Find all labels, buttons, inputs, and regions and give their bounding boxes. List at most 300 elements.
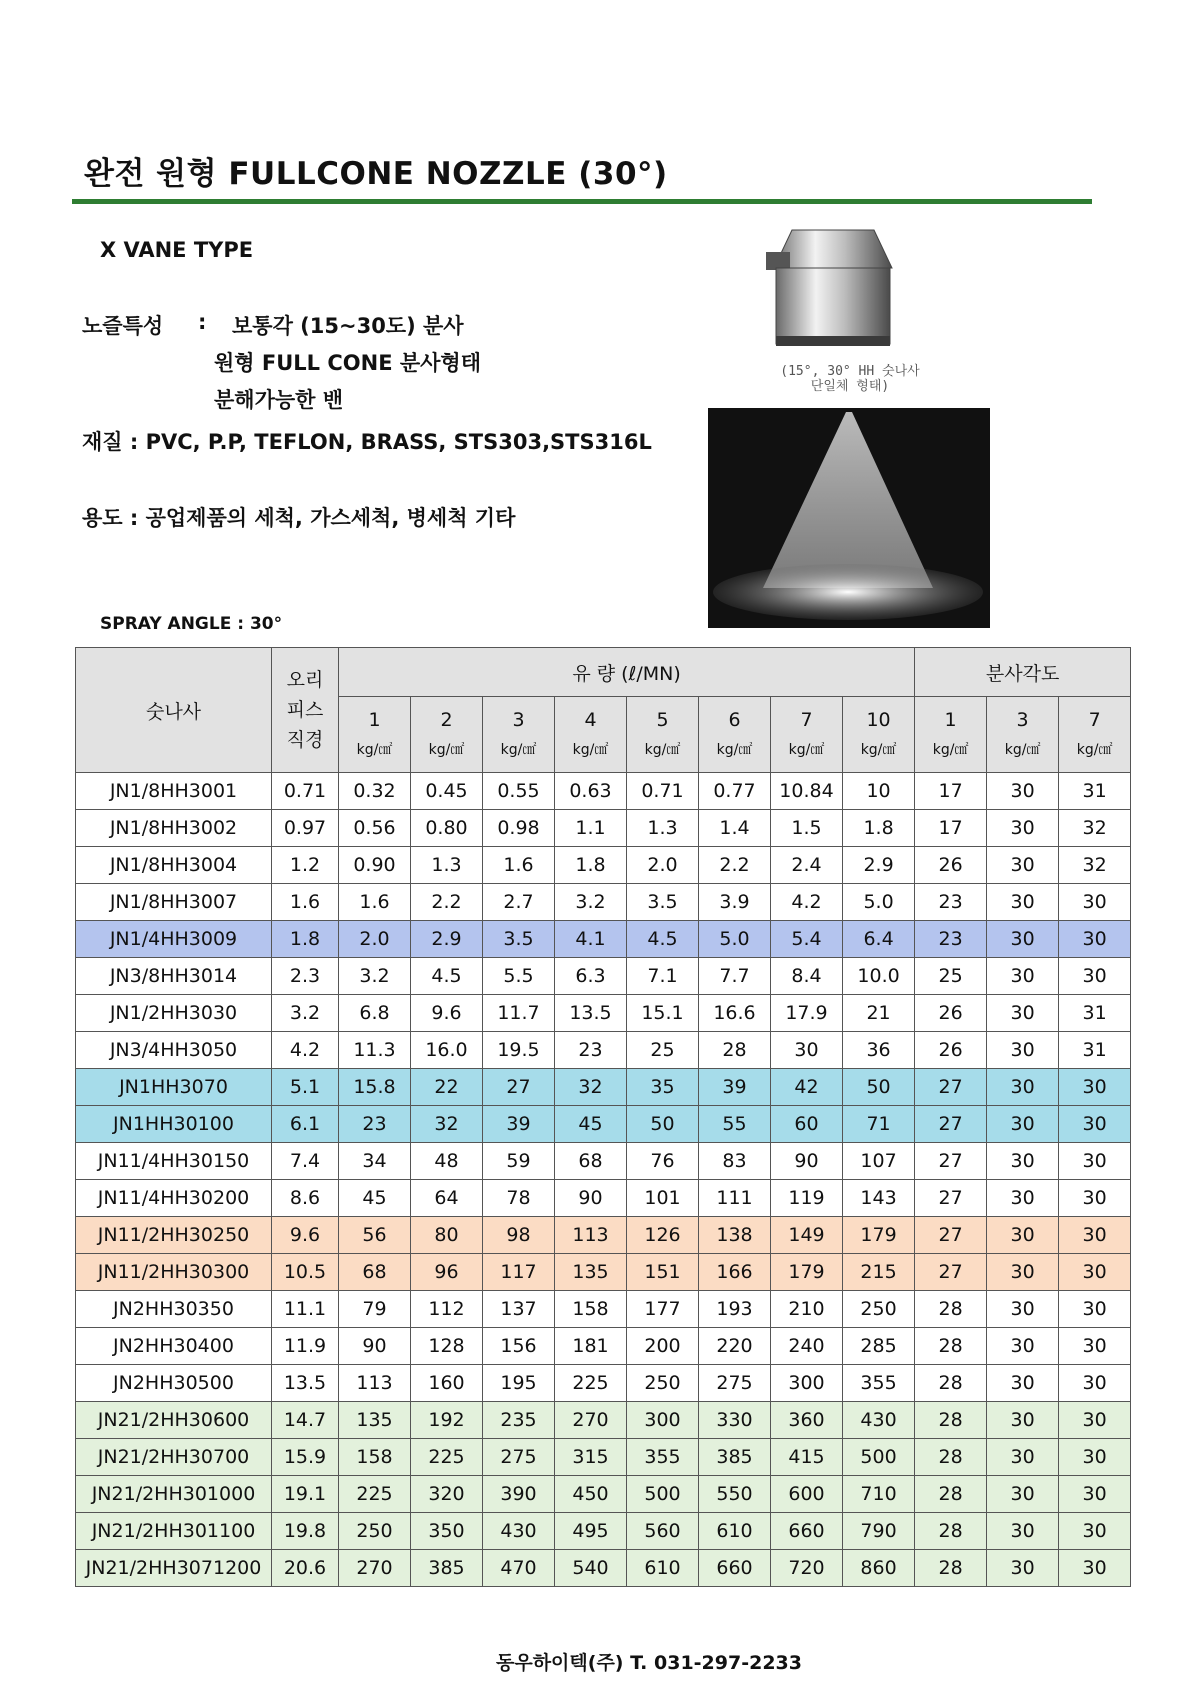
flow-cell: 158 xyxy=(339,1439,411,1476)
model-cell: JN21/2HH301100 xyxy=(76,1513,272,1550)
flow-cell: 30 xyxy=(771,1032,843,1069)
angle-cell: 31 xyxy=(1059,995,1131,1032)
flow-cell: 11.3 xyxy=(339,1032,411,1069)
flow-cell: 78 xyxy=(483,1180,555,1217)
angle-cell: 30 xyxy=(987,1328,1059,1365)
header-flow-pressure xyxy=(339,697,411,773)
flow-cell: 4.1 xyxy=(555,921,627,958)
flow-cell: 390 xyxy=(483,1476,555,1513)
flow-cell: 135 xyxy=(555,1254,627,1291)
table-row xyxy=(76,847,1131,884)
flow-cell: 113 xyxy=(555,1217,627,1254)
flow-cell: 1.6 xyxy=(483,847,555,884)
flow-cell: 720 xyxy=(771,1550,843,1587)
model-cell: JN1/8HH3004 xyxy=(76,847,272,884)
flow-cell: 6.8 xyxy=(339,995,411,1032)
spray-pattern-image xyxy=(708,408,990,628)
flow-cell: 55 xyxy=(699,1106,771,1143)
angle-cell: 23 xyxy=(915,884,987,921)
flow-cell: 495 xyxy=(555,1513,627,1550)
flow-cell: 500 xyxy=(627,1476,699,1513)
flow-cell: 1.8 xyxy=(555,847,627,884)
angle-cell: 30 xyxy=(1059,1069,1131,1106)
table-row xyxy=(76,1291,1131,1328)
flow-cell: 2.9 xyxy=(411,921,483,958)
header-flow-pressure xyxy=(411,697,483,773)
flow-cell: 32 xyxy=(411,1106,483,1143)
flow-cell: 225 xyxy=(411,1439,483,1476)
flow-rate-table xyxy=(75,647,1131,1587)
flow-cell: 28 xyxy=(699,1032,771,1069)
angle-cell: 30 xyxy=(1059,921,1131,958)
orifice-cell: 11.9 xyxy=(272,1328,339,1365)
flow-cell: 64 xyxy=(411,1180,483,1217)
model-cell: JN11/2HH30250 xyxy=(76,1217,272,1254)
angle-cell: 30 xyxy=(1059,1402,1131,1439)
flow-cell: 192 xyxy=(411,1402,483,1439)
model-cell: JN2HH30500 xyxy=(76,1365,272,1402)
flow-cell: 3.2 xyxy=(555,884,627,921)
flow-cell: 2.4 xyxy=(771,847,843,884)
flow-cell: 790 xyxy=(843,1513,915,1550)
angle-cell: 17 xyxy=(915,810,987,847)
pressure-unit: kg/㎠ xyxy=(572,741,609,758)
flow-cell: 710 xyxy=(843,1476,915,1513)
angle-cell: 30 xyxy=(987,847,1059,884)
header-angle-pressure xyxy=(915,697,987,773)
flow-cell: 166 xyxy=(699,1254,771,1291)
pressure-value: 2 xyxy=(440,708,453,731)
model-cell: JN1/8HH3002 xyxy=(76,810,272,847)
flow-cell: 355 xyxy=(843,1365,915,1402)
angle-cell: 23 xyxy=(915,921,987,958)
flow-cell: 200 xyxy=(627,1328,699,1365)
features-label: 노즐특성 xyxy=(82,314,164,338)
flow-cell: 13.5 xyxy=(555,995,627,1032)
flow-cell: 10.84 xyxy=(771,773,843,810)
orifice-cell: 20.6 xyxy=(272,1550,339,1587)
flow-cell: 90 xyxy=(339,1328,411,1365)
pressure-unit: kg/㎠ xyxy=(644,741,681,758)
orifice-cell: 19.8 xyxy=(272,1513,339,1550)
flow-cell: 355 xyxy=(627,1439,699,1476)
flow-cell: 0.77 xyxy=(699,773,771,810)
flow-cell: 25 xyxy=(627,1032,699,1069)
flow-cell: 250 xyxy=(339,1513,411,1550)
flow-cell: 6.4 xyxy=(843,921,915,958)
header-angle-pressure xyxy=(1059,697,1131,773)
flow-cell: 470 xyxy=(483,1550,555,1587)
pressure-value: 3 xyxy=(512,708,525,731)
flow-cell: 76 xyxy=(627,1143,699,1180)
angle-cell: 27 xyxy=(915,1106,987,1143)
flow-cell: 320 xyxy=(411,1476,483,1513)
flow-cell: 8.4 xyxy=(771,958,843,995)
flow-cell: 48 xyxy=(411,1143,483,1180)
pressure-unit: kg/㎠ xyxy=(1004,741,1041,758)
pressure-unit: kg/㎠ xyxy=(428,741,465,758)
flow-cell: 10.0 xyxy=(843,958,915,995)
angle-cell: 30 xyxy=(987,1476,1059,1513)
flow-cell: 3.2 xyxy=(339,958,411,995)
caption-line-2: 단일체 형태) xyxy=(810,379,890,394)
table-row xyxy=(76,1328,1131,1365)
flow-cell: 23 xyxy=(555,1032,627,1069)
angle-cell: 30 xyxy=(1059,1328,1131,1365)
model-cell: JN11/2HH30300 xyxy=(76,1254,272,1291)
model-cell: JN1/4HH3009 xyxy=(76,921,272,958)
orifice-cell: 5.1 xyxy=(272,1069,339,1106)
table-row xyxy=(76,1032,1131,1069)
flow-cell: 330 xyxy=(699,1402,771,1439)
flow-cell: 2.0 xyxy=(627,847,699,884)
flow-cell: 160 xyxy=(411,1365,483,1402)
flow-cell: 23 xyxy=(339,1106,411,1143)
flow-cell: 45 xyxy=(555,1106,627,1143)
table-row xyxy=(76,1439,1131,1476)
flow-cell: 275 xyxy=(699,1365,771,1402)
flow-cell: 32 xyxy=(555,1069,627,1106)
table-row xyxy=(76,1476,1131,1513)
angle-cell: 30 xyxy=(1059,1180,1131,1217)
flow-cell: 36 xyxy=(843,1032,915,1069)
table-row xyxy=(76,773,1131,810)
header-flow: 유 량 (ℓ/MN) xyxy=(339,648,915,697)
flow-cell: 430 xyxy=(843,1402,915,1439)
header-flow-pressure xyxy=(699,697,771,773)
model-cell: JN2HH30400 xyxy=(76,1328,272,1365)
angle-cell: 30 xyxy=(987,958,1059,995)
flow-cell: 2.2 xyxy=(699,847,771,884)
orifice-cell: 9.6 xyxy=(272,1217,339,1254)
angle-cell: 28 xyxy=(915,1476,987,1513)
flow-cell: 60 xyxy=(771,1106,843,1143)
flow-cell: 5.4 xyxy=(771,921,843,958)
flow-cell: 68 xyxy=(555,1143,627,1180)
orifice-cell: 1.8 xyxy=(272,921,339,958)
title-divider xyxy=(72,199,1092,204)
flow-cell: 385 xyxy=(411,1550,483,1587)
model-cell: JN1/2HH3030 xyxy=(76,995,272,1032)
model-cell: JN1HH30100 xyxy=(76,1106,272,1143)
flow-cell: 71 xyxy=(843,1106,915,1143)
angle-cell: 30 xyxy=(1059,1365,1131,1402)
angle-cell: 30 xyxy=(1059,1476,1131,1513)
pressure-value: 7 xyxy=(1088,708,1101,731)
header-spray-angle: 분사각도 xyxy=(915,648,1131,697)
flow-cell: 1.6 xyxy=(339,884,411,921)
flow-cell: 0.90 xyxy=(339,847,411,884)
flow-cell: 360 xyxy=(771,1402,843,1439)
orifice-cell: 15.9 xyxy=(272,1439,339,1476)
angle-cell: 26 xyxy=(915,1032,987,1069)
angle-cell: 30 xyxy=(987,810,1059,847)
flow-cell: 119 xyxy=(771,1180,843,1217)
header-flow-pressure xyxy=(555,697,627,773)
angle-cell: 30 xyxy=(987,1032,1059,1069)
angle-cell: 28 xyxy=(915,1365,987,1402)
model-cell: JN11/4HH30200 xyxy=(76,1180,272,1217)
model-cell: JN21/2HH301000 xyxy=(76,1476,272,1513)
orifice-cell: 13.5 xyxy=(272,1365,339,1402)
flow-cell: 660 xyxy=(699,1550,771,1587)
flow-cell: 0.32 xyxy=(339,773,411,810)
flow-cell: 50 xyxy=(843,1069,915,1106)
angle-cell: 30 xyxy=(1059,1439,1131,1476)
flow-cell: 300 xyxy=(771,1365,843,1402)
flow-cell: 137 xyxy=(483,1291,555,1328)
angle-cell: 26 xyxy=(915,995,987,1032)
flow-cell: 2.7 xyxy=(483,884,555,921)
table-row xyxy=(76,1254,1131,1291)
flow-cell: 0.55 xyxy=(483,773,555,810)
angle-cell: 32 xyxy=(1059,847,1131,884)
angle-cell: 30 xyxy=(1059,1106,1131,1143)
flow-cell: 79 xyxy=(339,1291,411,1328)
angle-cell: 30 xyxy=(987,1106,1059,1143)
table-row xyxy=(76,958,1131,995)
flow-cell: 5.5 xyxy=(483,958,555,995)
angle-cell: 30 xyxy=(987,1550,1059,1587)
orifice-cell: 8.6 xyxy=(272,1180,339,1217)
flow-cell: 300 xyxy=(627,1402,699,1439)
flow-cell: 1.4 xyxy=(699,810,771,847)
flow-cell: 10 xyxy=(843,773,915,810)
flow-cell: 4.5 xyxy=(627,921,699,958)
flow-cell: 42 xyxy=(771,1069,843,1106)
flow-cell: 4.2 xyxy=(771,884,843,921)
flow-cell: 111 xyxy=(699,1180,771,1217)
angle-cell: 27 xyxy=(915,1180,987,1217)
flow-cell: 16.0 xyxy=(411,1032,483,1069)
flow-cell: 4.5 xyxy=(411,958,483,995)
flow-cell: 5.0 xyxy=(699,921,771,958)
flow-cell: 7.1 xyxy=(627,958,699,995)
flow-cell: 220 xyxy=(699,1328,771,1365)
flow-cell: 1.8 xyxy=(843,810,915,847)
model-cell: JN3/8HH3014 xyxy=(76,958,272,995)
model-cell: JN1/8HH3001 xyxy=(76,773,272,810)
flow-cell: 80 xyxy=(411,1217,483,1254)
pressure-unit: kg/㎠ xyxy=(860,741,897,758)
orifice-cell: 2.3 xyxy=(272,958,339,995)
angle-cell: 30 xyxy=(1059,1550,1131,1587)
pressure-unit: kg/㎠ xyxy=(500,741,537,758)
orifice-cell: 1.6 xyxy=(272,884,339,921)
angle-cell: 31 xyxy=(1059,1032,1131,1069)
flow-cell: 225 xyxy=(555,1365,627,1402)
flow-cell: 98 xyxy=(483,1217,555,1254)
header-orifice: 오리 피스 직경 xyxy=(272,648,339,773)
angle-cell: 30 xyxy=(1059,1291,1131,1328)
flow-cell: 126 xyxy=(627,1217,699,1254)
pressure-value: 4 xyxy=(584,708,597,731)
flow-cell: 19.5 xyxy=(483,1032,555,1069)
flow-cell: 22 xyxy=(411,1069,483,1106)
table-row xyxy=(76,1402,1131,1439)
features-colon: : xyxy=(198,310,207,334)
flow-cell: 215 xyxy=(843,1254,915,1291)
header-model: 숫나사 xyxy=(76,648,272,773)
flow-cell: 250 xyxy=(627,1365,699,1402)
flow-cell: 96 xyxy=(411,1254,483,1291)
angle-cell: 30 xyxy=(987,1439,1059,1476)
angle-cell: 30 xyxy=(987,1513,1059,1550)
flow-cell: 7.7 xyxy=(699,958,771,995)
flow-cell: 112 xyxy=(411,1291,483,1328)
pressure-unit: kg/㎠ xyxy=(356,741,393,758)
orifice-cell: 11.1 xyxy=(272,1291,339,1328)
flow-cell: 2.0 xyxy=(339,921,411,958)
angle-cell: 28 xyxy=(915,1402,987,1439)
table-row xyxy=(76,810,1131,847)
flow-cell: 430 xyxy=(483,1513,555,1550)
angle-cell: 26 xyxy=(915,847,987,884)
angle-cell: 30 xyxy=(987,1254,1059,1291)
flow-cell: 59 xyxy=(483,1143,555,1180)
table-row xyxy=(76,1513,1131,1550)
flow-cell: 193 xyxy=(699,1291,771,1328)
flow-cell: 660 xyxy=(771,1513,843,1550)
orifice-cell: 3.2 xyxy=(272,995,339,1032)
orifice-cell: 4.2 xyxy=(272,1032,339,1069)
flow-cell: 9.6 xyxy=(411,995,483,1032)
header-flow-pressure xyxy=(483,697,555,773)
table-row xyxy=(76,1069,1131,1106)
flow-cell: 3.5 xyxy=(483,921,555,958)
model-cell: JN21/2HH30700 xyxy=(76,1439,272,1476)
header-angle-pressure xyxy=(987,697,1059,773)
flow-cell: 68 xyxy=(339,1254,411,1291)
flow-cell: 2.9 xyxy=(843,847,915,884)
flow-cell: 39 xyxy=(483,1106,555,1143)
orifice-cell: 7.4 xyxy=(272,1143,339,1180)
table-row xyxy=(76,884,1131,921)
flow-cell: 50 xyxy=(627,1106,699,1143)
flow-cell: 90 xyxy=(555,1180,627,1217)
flow-cell: 107 xyxy=(843,1143,915,1180)
angle-cell: 32 xyxy=(1059,810,1131,847)
flow-cell: 600 xyxy=(771,1476,843,1513)
flow-cell: 560 xyxy=(627,1513,699,1550)
orifice-cell: 0.97 xyxy=(272,810,339,847)
flow-cell: 1.3 xyxy=(411,847,483,884)
flow-cell: 21 xyxy=(843,995,915,1032)
model-cell: JN2HH30350 xyxy=(76,1291,272,1328)
angle-cell: 31 xyxy=(1059,773,1131,810)
flow-cell: 210 xyxy=(771,1291,843,1328)
page-title: 완전 원형 FULLCONE NOZZLE (30°) xyxy=(84,156,668,192)
pressure-value: 3 xyxy=(1016,708,1029,731)
table-row xyxy=(76,995,1131,1032)
pressure-value: 10 xyxy=(866,708,891,731)
flow-cell: 15.8 xyxy=(339,1069,411,1106)
flow-cell: 415 xyxy=(771,1439,843,1476)
angle-cell: 17 xyxy=(915,773,987,810)
flow-cell: 3.5 xyxy=(627,884,699,921)
pressure-value: 6 xyxy=(728,708,741,731)
flow-cell: 540 xyxy=(555,1550,627,1587)
flow-cell: 39 xyxy=(699,1069,771,1106)
flow-cell: 90 xyxy=(771,1143,843,1180)
table-header-row-1 xyxy=(76,648,1131,697)
flow-cell: 17.9 xyxy=(771,995,843,1032)
spray-angle-label: SPRAY ANGLE : 30° xyxy=(100,614,283,634)
flow-cell: 315 xyxy=(555,1439,627,1476)
angle-cell: 28 xyxy=(915,1439,987,1476)
flow-cell: 350 xyxy=(411,1513,483,1550)
angle-cell: 30 xyxy=(987,1291,1059,1328)
flow-cell: 158 xyxy=(555,1291,627,1328)
table-row xyxy=(76,1143,1131,1180)
flow-cell: 0.71 xyxy=(627,773,699,810)
angle-cell: 30 xyxy=(1059,958,1131,995)
orifice-cell: 14.7 xyxy=(272,1402,339,1439)
flow-cell: 0.56 xyxy=(339,810,411,847)
flow-cell: 16.6 xyxy=(699,995,771,1032)
flow-cell: 179 xyxy=(843,1217,915,1254)
model-cell: JN21/2HH30600 xyxy=(76,1402,272,1439)
angle-cell: 27 xyxy=(915,1254,987,1291)
pressure-value: 1 xyxy=(944,708,957,731)
angle-cell: 30 xyxy=(1059,1217,1131,1254)
orifice-cell: 0.71 xyxy=(272,773,339,810)
table-row xyxy=(76,1106,1131,1143)
flow-cell: 83 xyxy=(699,1143,771,1180)
model-cell: JN3/4HH3050 xyxy=(76,1032,272,1069)
flow-cell: 285 xyxy=(843,1328,915,1365)
feature-line-3: 분해가능한 밴 xyxy=(214,388,344,412)
flow-cell: 270 xyxy=(339,1550,411,1587)
flow-cell: 101 xyxy=(627,1180,699,1217)
company-footer: 동우하이텍(주) T. 031-297-2233 xyxy=(496,1652,802,1674)
angle-cell: 30 xyxy=(987,1069,1059,1106)
caption-line-1: (15°, 30° HH 숫나사 xyxy=(780,364,920,379)
pressure-unit: kg/㎠ xyxy=(1076,741,1113,758)
angle-cell: 30 xyxy=(1059,1143,1131,1180)
flow-cell: 1.5 xyxy=(771,810,843,847)
flow-cell: 385 xyxy=(699,1439,771,1476)
angle-cell: 30 xyxy=(1059,1513,1131,1550)
model-cell: JN11/4HH30150 xyxy=(76,1143,272,1180)
table-row xyxy=(76,1180,1131,1217)
angle-cell: 27 xyxy=(915,1217,987,1254)
flow-cell: 113 xyxy=(339,1365,411,1402)
flow-cell: 0.45 xyxy=(411,773,483,810)
flow-cell: 135 xyxy=(339,1402,411,1439)
flow-cell: 235 xyxy=(483,1402,555,1439)
flow-cell: 610 xyxy=(627,1550,699,1587)
flow-cell: 5.0 xyxy=(843,884,915,921)
flow-cell: 128 xyxy=(411,1328,483,1365)
flow-cell: 500 xyxy=(843,1439,915,1476)
pressure-unit: kg/㎠ xyxy=(716,741,753,758)
flow-cell: 179 xyxy=(771,1254,843,1291)
flow-cell: 275 xyxy=(483,1439,555,1476)
flow-cell: 250 xyxy=(843,1291,915,1328)
angle-cell: 30 xyxy=(1059,884,1131,921)
angle-cell: 25 xyxy=(915,958,987,995)
model-cell: JN1HH3070 xyxy=(76,1069,272,1106)
angle-cell: 27 xyxy=(915,1143,987,1180)
flow-cell: 550 xyxy=(699,1476,771,1513)
angle-cell: 28 xyxy=(915,1513,987,1550)
angle-cell: 30 xyxy=(987,1143,1059,1180)
model-cell: JN21/2HH3071200 xyxy=(76,1550,272,1587)
usage-line: 용도 : 공업제품의 세척, 가스세척, 병세척 기타 xyxy=(82,506,516,530)
flow-cell: 0.98 xyxy=(483,810,555,847)
pressure-value: 1 xyxy=(368,708,381,731)
